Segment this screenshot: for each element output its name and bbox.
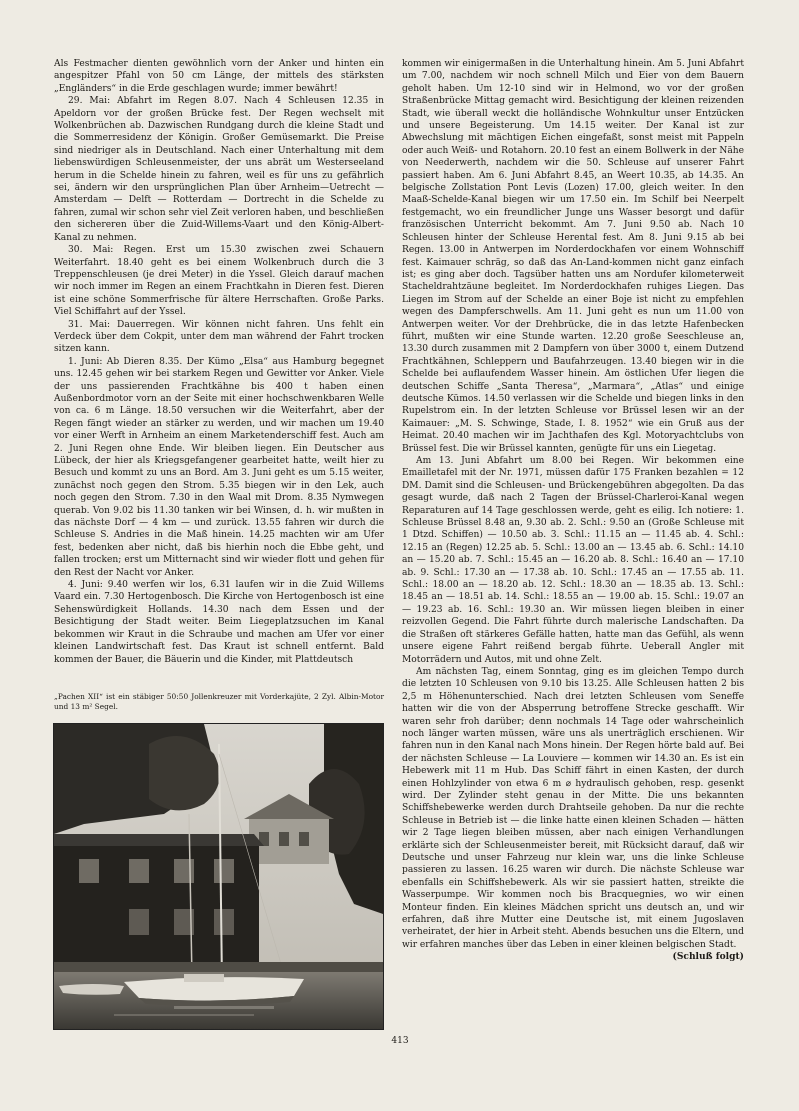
paragraph: 29. Mai: Abfahrt im Regen 8.07. Nach 4 Schleusen 12.35 in Apeldorn vor der großen Brücke fest. Der Regen wechselt mit Wolkenbrüchen ab. Dazwischen Rundgang durch die kleine Stadt und die Sommerresidenz der Königin. Großer Gemüsemarkt. Die Preise sind niedriger als in Deutschland. Nach einer Unterhaltung mit dem liebenswürdigen Schleusenmeister, der uns abrät um Westerseeland herum in die Schelde hinein zu fahren, weil es für uns zu gefährlich sei, ändern wir den ursprünglichen Plan über Arnheim—Uetrecht — Amsterdam — Delft — Rotterdam — Dortrecht in die Schelde zu fahren, zumal wir schon sehr viel Zeit verloren haben, und beschließen den sichereren über die Zuid-Willems-Vaart und den König-Albert-Kanal zu nehmen. <box>54 96 384 243</box>
boat-photo <box>53 723 384 1030</box>
paragraph: 31. Mai: Dauerregen. Wir können nicht fahren. Uns fehlt ein Verdeck über dem Cokpit, unter dem man während der Fahrt trocken sitzen kann. <box>54 319 384 355</box>
paragraph: Am nächsten Tag, einem Sonntag, ging es im gleichen Tempo durch die letzten 10 Schleusen von 9.10 bis 13.25. Alle Schleusen hatten 2 bis 2,5 m Höhenunterschied. Nach drei letzten Schleusen vom Seneffe hatten wir die von der Absperrung betroffene Strecke geschafft. Wir waren sehr froh darüber; denn nochmals 14 Tage oder wahrscheinlich noch länger warten müssen, wäre uns als unerträglich erschienen. Wir fahren nun in den Kanal nach Mons hinein. Der Regen hörte bald auf. Bei der nächsten Schleuse — La Louviere — kommen wir 14.30 an. Es ist ein Hebewerk mit 11 m Hub. Das Schiff fährt in einen Kasten, der durch einen Hohlzylinder von etwa 6 m ⌀ hydraulisch gehoben, resp. gesenkt wird. Der Zylinder steht genau in der Mitte. Die uns bekannten Schiffshebewerke werden durch Drahtseile gehoben. Da nur die rechte Schleuse in Betrieb ist — die linke hatte einen kleinen Schaden — hätten wir 2 Tage liegen bleiben müssen, aber nach einigen Verhandlungen erklärte sich der Schleusenmeister bereit, mit Rücksicht darauf, daß wir Deutsche und unser Fahrzeug nur klein war, uns die linke Schleuse passieren zu lassen. 16.25 waren wir durch. Die nächste Schleuse war ebenfalls ein Schiffshebewerk. Als wir sie passiert hatten, streikte die Wasserpumpe. Wir kommen noch bis Bracquegnies, wo wir einen Monteur finden. Ein kleines Mädchen spricht uns deutsch an, und wir erfahren, daß ihre Mutter eine Deutsche ist, mit einem Jugoslaven verheiratet, der hier in Arbeit steht. Abends besuchen uns die Eltern, und wir erfahren manches über das Leben in einer kleinen belgischen Stadt. <box>402 666 744 950</box>
boat-photo-illustration <box>54 724 383 1029</box>
paragraph: kommen wir einigermaßen in die Unterhaltung hinein. Am 5. Juni Abfahrt um 7.00, nachdem wir noch schnell Milch und Eier von dem Bauern geholt haben. Um 12-10 sind wir in Helmond, wo vor der großen Straßenbrücke Mittag gemacht wird. Besichtigung der kleinen reizenden Stadt, wie überall weckt die holländische Wohnkultur unser Entzücken und unsere Begeisterung. Um 14.15 weiter. Der Kanal ist zur Abwechslung mit mächtigen Eichen eingefaßt, sonst meist mit Pappeln oder auch Weiß- und Rotahorn. 20.10 fest an einem Bollwerk in der Nähe von Neederwerth, nachdem wir die 50. Schleuse auf unserer Fahrt passiert haben. Am 6. Juni Abfahrt 8.45, an Weert 10.35, ab 14.35. An belgische Zollstation Pont Levis (Lozen) 17.00, gleich weiter. In den Maaß-Schelde-Kanal biegen wir um 17.50 ein. Im Schilf bei Neerpelt festgemacht, wo ein freundlicher Junge uns Wasser besorgt und dafür französischen Unterricht bekommt. Am 7. Juni 9.50 ab. Nach 10 Schleusen hinter der Schleuse Herental fest. Am 8. Juni 9.15 ab bei Regen. 13.00 in Antwerpen im Norderdockhafen vor einem Wohnschiff fest. Kaimauer schräg, so daß das An-Land-kommen nicht ganz einfach ist; es ging aber doch. Tagsüber hatten uns am Nordufer kilometerweit Stacheldrahtzäune begleitet. Im Norderdockhafen ruhiges Liegen. Das Liegen im Strom auf der Schelde an einer Boje ist nicht zu empfehlen wegen des Dampferschwells. Am 11. Juni geht es nun um 11.00 von Antwerpen weiter. Vor der Drehbrücke, die in das letzte Hafenbecken führt, mußten wir eine Stunde warten. 12.20 große Seeschleuse an, 13.30 durch zusammen mit 2 Dampfern von über 3000 t, einem Dutzend Frachtkähnen, Schleppern und Baufahrzeugen. 13.40 biegen wir in die Schelde bei auflaufendem Wasser hinein. Am östlichen Ufer liegen die deutschen Schiffe „Santa Theresa“, „Marmara“, „Atlas“ und einige deutsche Kümos. 14.50 verlassen wir die Schelde und biegen links in den Rupelstrom ein. In der letzten Schleuse vor Brüssel lesen wir an der Kaimauer: „M. S. Schwinge, Stade, I. 8. 1952“ wie ein Gruß aus der Heimat. 20.40 machen wir im Jachthafen des Kgl. Motoryachtclubs von Brüssel fest. Die wir Brüssel kannten, genügte für uns ein Liegetag. <box>402 59 744 454</box>
paragraph: Als Festmacher dienten gewöhnlich vorn der Anker und hinten ein angespitzer Pfahl von 50 cm Länge, der mittels des stärksten „Engländers“ in die Erde geschlagen wurde; immer bewährt! <box>54 59 384 94</box>
left-text-column <box>54 58 384 718</box>
paragraph: Am 13. Juni Abfahrt um 8.00 bei Regen. Wir bekommen eine Emailletafel mit der Nr. 1971, müssen dafür 175 Franken bezahlen = 12 DM. Damit sind die Schleusen- und Brückengebühren abgegolten. Da das gesagt wurde, daß nach 2 Tagen der Brüssel-Charleroi-Kanal wegen Reparaturen auf 14 Tage geschlossen werde, geht es eilig. Ich notiere: 1. Schleuse Brüssel 8.48 an, 9.30 ab. 2. Schl.: 9.50 an (Große Schleuse mit 1 Dtzd. Schiffen) — 10.50 ab. 3. Schl.: 11.15 an — 11.45 ab. 4. Schl.: 12.15 an (Regen) 12.25 ab. 5. Schl.: 13.00 an — 13.45 ab. 6. Schl.: 14.10 an — 15.20 ab. 7. Schl.: 15.45 an — 16.20 ab. 8. Schl.: 16.40 an — 17.10 ab. 9. Schl.: 17.30 an — 17.38 ab. 10. Schl.: 17.45 an — 17.55 ab. 11. Schl.: 18.00 an — 18.20 ab. 12. Schl.: 18.30 an — 18.35 ab. 13. Schl.: 18.45 an — 18.51 ab. 14. Schl.: 18.55 an — 19.00 ab. 15. Schl.: 19.07 an — 19.23 ab. 16. Schl.: 19.30 an. Wir müssen liegen bleiben in einer reizvollen Gegend. Die Fahrt führte durch malerische Landschaften. Da die Straßen oft stärkeres Gefälle hatten, hatte man das Gefühl, als wenn unsere eigene Fahrt reißend bergab führte. Ueberall Angler mit Motorrädern und Autos, mit und ohne Zelt. <box>402 456 744 665</box>
paragraph: 4. Juni: 9.40 werfen wir los, 6.31 laufen wir in die Zuid Willems Vaard ein. 7.30 Hertogenbosch. Die Kirche von Hertogenbosch ist eine Sehenswürdigkeit Hollands. 14.30 nach dem Essen und der Besichtigung der Stadt weiter. Beim Liegeplatzsuchen im Kanal bekommen wir Kraut in die Schraube und machen am Ufer vor einer kleinen Landwirtschaft fest. Das Kraut ist schnell entfernt. Bald kommen der Bauer, die Bäuerin und die Kinder, mit Plattdeutsch <box>54 580 384 665</box>
paragraph: 1. Juni: Ab Dieren 8.35. Der Kümo „Elsa“ aus Hamburg begegnet uns. 12.45 gehen wir bei starkem Regen und Gewitter vor Anker. Viele der uns passierenden Frachtkähne bis 400 t haben einen Außenbordmotor vorn an der Seite mit einer hochschwenkbaren Welle von ca. 6 m Länge. 18.50 versuchen wir die Weiterfahrt, aber der Regen fängt wieder an stärker zu werden, und wir machen um 19.40 vor einer Werft in Arnheim an einem Marketenderschiff fest. Auch am 2. Juni Regen ohne Ende. Wir bleiben liegen. Ein Deutscher aus Lübeck, der hier als Kriegsgefangener gearbeitet hatte, weilt hier zu Besuch und kommt zu uns an Bord. Am 3. Juni geht es um 5.15 weiter, zunächst noch gegen den Strom. 5.35 biegen wir in den Lek, auch noch gegen den Strom. 7.30 in den Waal mit Drom. 8.35 Nymwegen querab. Von 9.02 bis 11.30 tanken wir bei Winsen, d. h. wir mußten in das nächste Dorf — 4 km — und zurück. 13.55 fahren wir durch die Schleuse S. Andries in die Maß hinein. 14.25 machten wir am Ufer fest, bedenken aber nicht, daß bis hierhin noch die Ebbe geht, und fallen trocken; erst um Mitternacht sind wir wieder flott und gehen für den Rest der Nacht vor Anker. <box>54 356 384 578</box>
paragraph: 30. Mai: Regen. Erst um 15.30 zwischen zwei Schauern Weiterfahrt. 18.40 geht es bei einem Wolkenbruch durch die 3 Treppenschleusen (je drei Meter) in die Yssel. Gleich darauf machen wir noch immer im Regen an einem Frachtkahn in Dieren fest. Dieren ist eine schöne Sommerfrische für ältere Herrschaften. Große Parks. Viel Schiffahrt auf der Yssel. <box>54 245 384 318</box>
photo-caption: „Pachen XII“ ist ein stäbiger 50:50 Jollenkreuzer mit Vorderkajüte, 2 Zyl. Albin-Motor und 13 m² Segel. <box>54 692 384 711</box>
right-text-column <box>402 58 744 1043</box>
page-number: 413 <box>391 1036 409 1046</box>
continuation-note: (Schluß folgt) <box>672 951 744 963</box>
